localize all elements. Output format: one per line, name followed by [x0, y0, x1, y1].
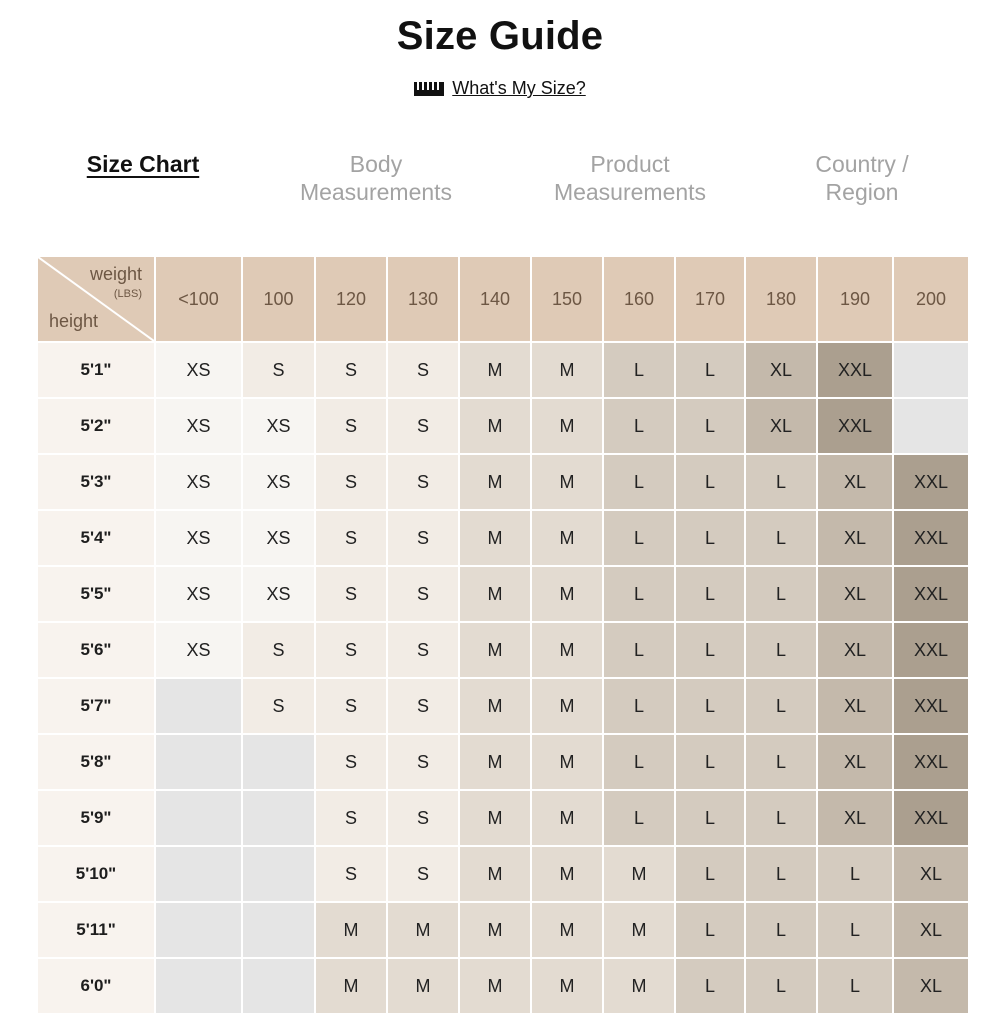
- size-cell: XL: [894, 959, 968, 1013]
- table-corner-header: [38, 257, 154, 341]
- size-cell: M: [460, 679, 530, 733]
- size-cell: XXL: [894, 791, 968, 845]
- size-cell: L: [676, 679, 744, 733]
- size-cell: L: [746, 679, 816, 733]
- size-cell: S: [388, 343, 458, 397]
- size-cell: S: [388, 511, 458, 565]
- size-cell: M: [316, 959, 386, 1013]
- size-cell: XS: [243, 567, 314, 621]
- size-cell: M: [460, 959, 530, 1013]
- size-cell: L: [746, 791, 816, 845]
- size-cell: S: [316, 735, 386, 789]
- weight-column-header: <100: [156, 257, 241, 341]
- height-axis-label: height: [49, 311, 99, 331]
- size-cell: M: [388, 903, 458, 957]
- size-cell: XL: [746, 399, 816, 453]
- tab-size-chart[interactable]: Size Chart: [86, 151, 200, 177]
- size-cell: XXL: [894, 679, 968, 733]
- size-cell: S: [388, 847, 458, 901]
- size-cell: S: [243, 623, 314, 677]
- size-cell: L: [676, 511, 744, 565]
- size-cell: XL: [818, 455, 892, 509]
- size-cell: M: [532, 679, 602, 733]
- size-cell: XS: [156, 455, 241, 509]
- size-cell: L: [818, 847, 892, 901]
- page-title: Size Guide: [396, 14, 604, 58]
- size-cell: S: [316, 567, 386, 621]
- size-cell: XL: [746, 343, 816, 397]
- size-cell: M: [532, 791, 602, 845]
- size-cell: XS: [156, 343, 241, 397]
- size-cell: M: [460, 343, 530, 397]
- height-row-label: 5'6": [38, 623, 154, 677]
- weight-column-header: 170: [676, 257, 744, 341]
- empty-size-cell: [894, 399, 968, 453]
- height-row-label: 5'7": [38, 679, 154, 733]
- size-cell: XXL: [894, 567, 968, 621]
- size-cell: M: [532, 735, 602, 789]
- size-cell: M: [460, 399, 530, 453]
- size-cell: M: [316, 903, 386, 957]
- size-cell: M: [460, 903, 530, 957]
- size-cell: L: [676, 623, 744, 677]
- size-cell: M: [604, 959, 674, 1013]
- size-cell: S: [388, 679, 458, 733]
- empty-size-cell: [243, 847, 314, 901]
- size-cell: XXL: [894, 735, 968, 789]
- size-cell: L: [746, 959, 816, 1013]
- weight-column-header: 180: [746, 257, 816, 341]
- empty-size-cell: [243, 791, 314, 845]
- size-cell: M: [532, 847, 602, 901]
- weight-column-header: 100: [243, 257, 314, 341]
- size-cell: S: [316, 791, 386, 845]
- height-row-label: 5'10": [38, 847, 154, 901]
- whats-my-size-link-row[interactable]: [0, 78, 1000, 99]
- size-cell: M: [460, 511, 530, 565]
- size-cell: S: [388, 735, 458, 789]
- size-cell: L: [676, 567, 744, 621]
- height-row-label: 5'2": [38, 399, 154, 453]
- size-cell: M: [532, 455, 602, 509]
- size-cell: L: [604, 791, 674, 845]
- size-cell: L: [746, 455, 816, 509]
- empty-size-cell: [156, 903, 241, 957]
- height-row-label: 5'3": [38, 455, 154, 509]
- size-cell: S: [316, 511, 386, 565]
- size-cell: S: [316, 455, 386, 509]
- weight-axis-label: weight: [89, 264, 142, 284]
- size-cell: M: [388, 959, 458, 1013]
- size-cell: XL: [894, 847, 968, 901]
- empty-size-cell: [243, 735, 314, 789]
- ruler-icon: [414, 82, 444, 96]
- size-cell: M: [532, 623, 602, 677]
- empty-size-cell: [156, 847, 241, 901]
- size-cell: M: [532, 903, 602, 957]
- size-cell: L: [604, 511, 674, 565]
- size-cell: XS: [156, 567, 241, 621]
- size-cell: XXL: [894, 455, 968, 509]
- size-cell: M: [532, 959, 602, 1013]
- size-cell: S: [388, 455, 458, 509]
- size-cell: L: [746, 511, 816, 565]
- empty-size-cell: [894, 343, 968, 397]
- size-cell: S: [388, 623, 458, 677]
- weight-column-header: 200: [894, 257, 968, 341]
- height-row-label: 6'0": [38, 959, 154, 1013]
- height-row-label: 5'9": [38, 791, 154, 845]
- size-cell: XS: [243, 511, 314, 565]
- size-cell: S: [243, 343, 314, 397]
- size-cell: L: [746, 847, 816, 901]
- size-cell: XS: [156, 399, 241, 453]
- size-cell: L: [604, 399, 674, 453]
- size-cell: XL: [818, 511, 892, 565]
- size-cell: S: [316, 343, 386, 397]
- size-cell: M: [460, 847, 530, 901]
- size-cell: M: [532, 399, 602, 453]
- size-cell: L: [604, 679, 674, 733]
- height-row-label: 5'5": [38, 567, 154, 621]
- size-cell: L: [676, 847, 744, 901]
- size-cell: XL: [894, 903, 968, 957]
- size-cell: L: [604, 455, 674, 509]
- empty-size-cell: [243, 903, 314, 957]
- size-cell: L: [676, 735, 744, 789]
- size-guide-tabs: [0, 150, 1000, 220]
- weight-column-header: 120: [316, 257, 386, 341]
- size-cell: L: [676, 399, 744, 453]
- size-cell: L: [746, 623, 816, 677]
- height-row-label: 5'1": [38, 343, 154, 397]
- size-cell: L: [818, 959, 892, 1013]
- size-cell: XXL: [818, 343, 892, 397]
- height-row-label: 5'4": [38, 511, 154, 565]
- height-row-label: 5'11": [38, 903, 154, 957]
- weight-column-header: 140: [460, 257, 530, 341]
- size-cell: L: [604, 567, 674, 621]
- size-cell: L: [746, 735, 816, 789]
- size-cell: M: [532, 567, 602, 621]
- size-cell: L: [676, 903, 744, 957]
- size-cell: XS: [243, 399, 314, 453]
- size-cell: L: [676, 455, 744, 509]
- tab-product-measurements[interactable]: Product Measurements: [553, 151, 707, 205]
- size-cell: M: [460, 623, 530, 677]
- size-cell: M: [460, 455, 530, 509]
- tab-body-measurements[interactable]: Body Measurements: [299, 151, 453, 205]
- size-cell: XS: [156, 511, 241, 565]
- size-cell: XL: [818, 679, 892, 733]
- size-cell: XL: [818, 623, 892, 677]
- empty-size-cell: [156, 791, 241, 845]
- size-cell: L: [746, 567, 816, 621]
- size-chart-table: [38, 257, 968, 1013]
- size-cell: S: [388, 567, 458, 621]
- size-cell: S: [388, 399, 458, 453]
- size-cell: XL: [818, 791, 892, 845]
- height-row-label: 5'8": [38, 735, 154, 789]
- size-cell: S: [388, 791, 458, 845]
- weight-column-header: 130: [388, 257, 458, 341]
- size-cell: XL: [818, 567, 892, 621]
- weight-unit-label: (LBS): [113, 288, 142, 300]
- tab-country-region[interactable]: Country / Region: [815, 151, 909, 205]
- size-cell: L: [818, 903, 892, 957]
- size-cell: XXL: [894, 511, 968, 565]
- size-cell: L: [604, 623, 674, 677]
- size-cell: M: [604, 847, 674, 901]
- weight-column-header: 160: [604, 257, 674, 341]
- size-cell: S: [316, 679, 386, 733]
- size-cell: M: [532, 511, 602, 565]
- size-cell: XS: [156, 623, 241, 677]
- size-cell: M: [604, 903, 674, 957]
- empty-size-cell: [156, 679, 241, 733]
- size-cell: M: [460, 791, 530, 845]
- size-cell: L: [676, 343, 744, 397]
- size-cell: XL: [818, 735, 892, 789]
- empty-size-cell: [156, 959, 241, 1013]
- size-cell: M: [460, 567, 530, 621]
- empty-size-cell: [243, 959, 314, 1013]
- size-cell: S: [316, 399, 386, 453]
- size-cell: L: [604, 735, 674, 789]
- size-cell: L: [676, 959, 744, 1013]
- size-cell: M: [460, 735, 530, 789]
- empty-size-cell: [156, 735, 241, 789]
- size-cell: XS: [243, 455, 314, 509]
- size-cell: L: [676, 791, 744, 845]
- size-cell: S: [243, 679, 314, 733]
- size-cell: S: [316, 623, 386, 677]
- size-cell: L: [746, 903, 816, 957]
- size-cell: XXL: [894, 623, 968, 677]
- weight-column-header: 150: [532, 257, 602, 341]
- weight-column-header: 190: [818, 257, 892, 341]
- whats-my-size-link[interactable]: What's My Size?: [452, 78, 586, 98]
- size-cell: L: [604, 343, 674, 397]
- size-cell: XXL: [818, 399, 892, 453]
- size-cell: S: [316, 847, 386, 901]
- size-cell: M: [532, 343, 602, 397]
